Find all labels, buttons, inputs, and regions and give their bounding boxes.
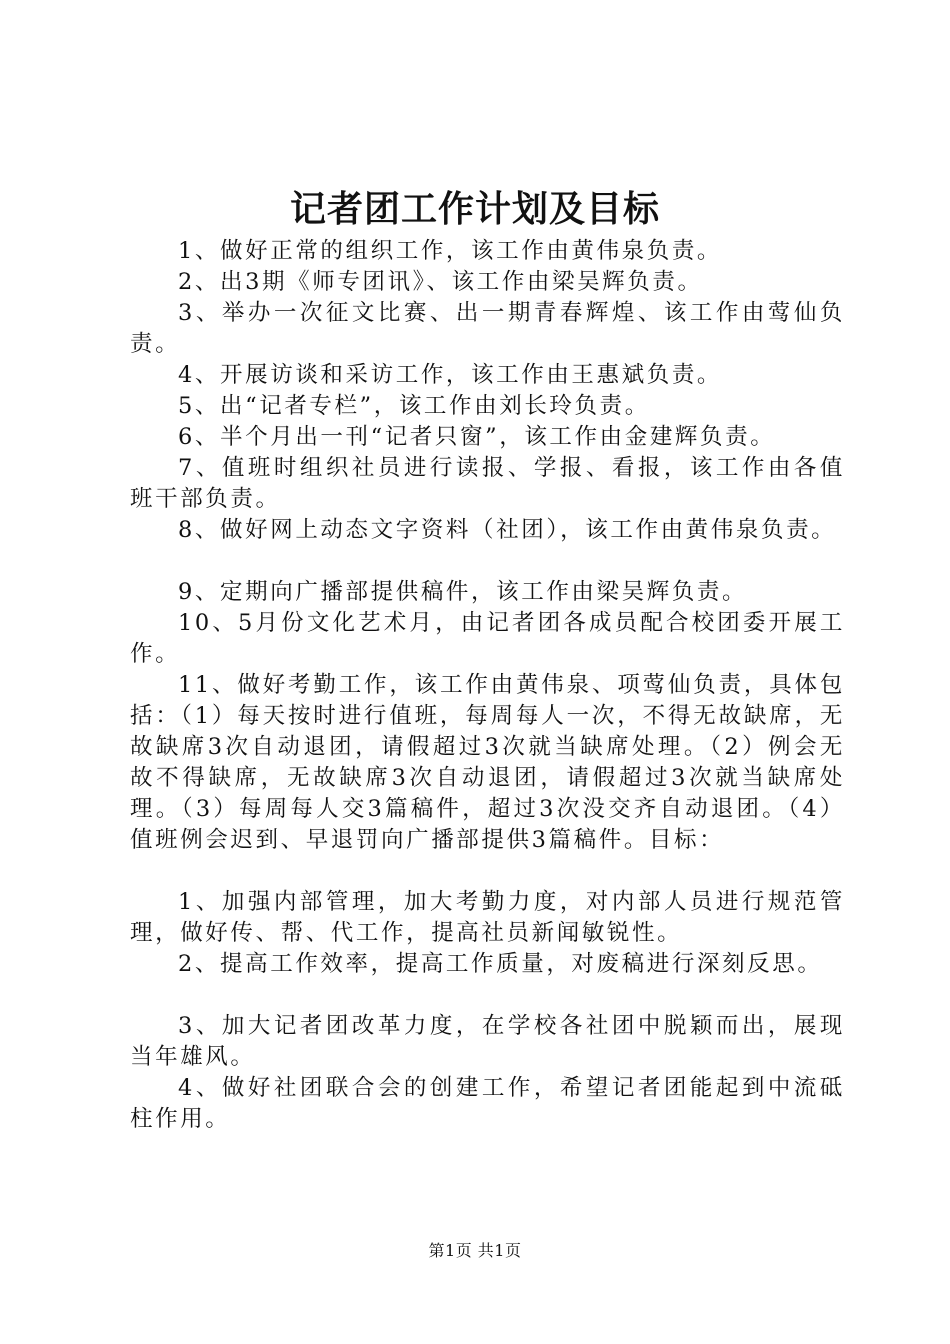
page-footer: 第1页 共1页 <box>428 1241 522 1260</box>
paragraph: 2、出3期《师专团讯》、该工作由梁吴辉负责。 <box>178 269 703 295</box>
paragraph: 11、做好考勤工作，该工作由黄伟泉、项莺仙负责，具体包括：（1）每天按时进行值班，每周每人一次，不得无故缺席，无故缺席3次自动退团，请假超过3次就当缺席处理。（2）例会无故不得缺席，无故缺席3次自动退团，请假超过3次就当缺席处理。（3）每周每人交3篇稿件，超过3次没交齐自动退团。（4）值班例会迟到、早退罚向广播部提供3篇稿件。目标： <box>130 672 845 853</box>
paragraph: 1、做好正常的组织工作，该工作由黄伟泉负责。 <box>178 238 723 264</box>
paragraph: 4、开展访谈和采访工作，该工作由王惠斌负责。 <box>178 362 723 388</box>
paragraph: 5、出“记者专栏”，该工作由刘长玲负责。 <box>178 393 650 419</box>
paragraph: 10、5月份文化艺术月，由记者团各成员配合校团委开展工作。 <box>130 610 845 667</box>
paragraph: 3、加大记者团改革力度，在学校各社团中脱颖而出，展现当年雄风。 <box>130 1013 845 1070</box>
paragraph: 8、做好网上动态文字资料（社团），该工作由黄伟泉负责。 <box>178 517 837 543</box>
paragraph: 7、值班时组织社员进行读报、学报、看报，该工作由各值班干部负责。 <box>130 455 845 512</box>
paragraph: 3、举办一次征文比赛、出一期青春辉煌、该工作由莺仙负责。 <box>130 300 845 357</box>
document-title: 记者团工作计划及目标 <box>289 188 660 230</box>
document-body <box>130 236 845 1135</box>
paragraph: 2、提高工作效率，提高工作质量，对废稿进行深刻反思。 <box>178 951 823 977</box>
paragraph: 9、定期向广播部提供稿件，该工作由梁吴辉负责。 <box>178 579 748 605</box>
paragraph: 1、加强内部管理，加大考勤力度，对内部人员进行规范管理，做好传、帮、代工作，提高社员新闻敏锐性。 <box>130 889 845 946</box>
paragraph: 4、做好社团联合会的创建工作，希望记者团能起到中流砥柱作用。 <box>130 1075 845 1132</box>
paragraph: 6、半个月出一刊“记者只窗”，该工作由金建辉负责。 <box>178 424 776 450</box>
